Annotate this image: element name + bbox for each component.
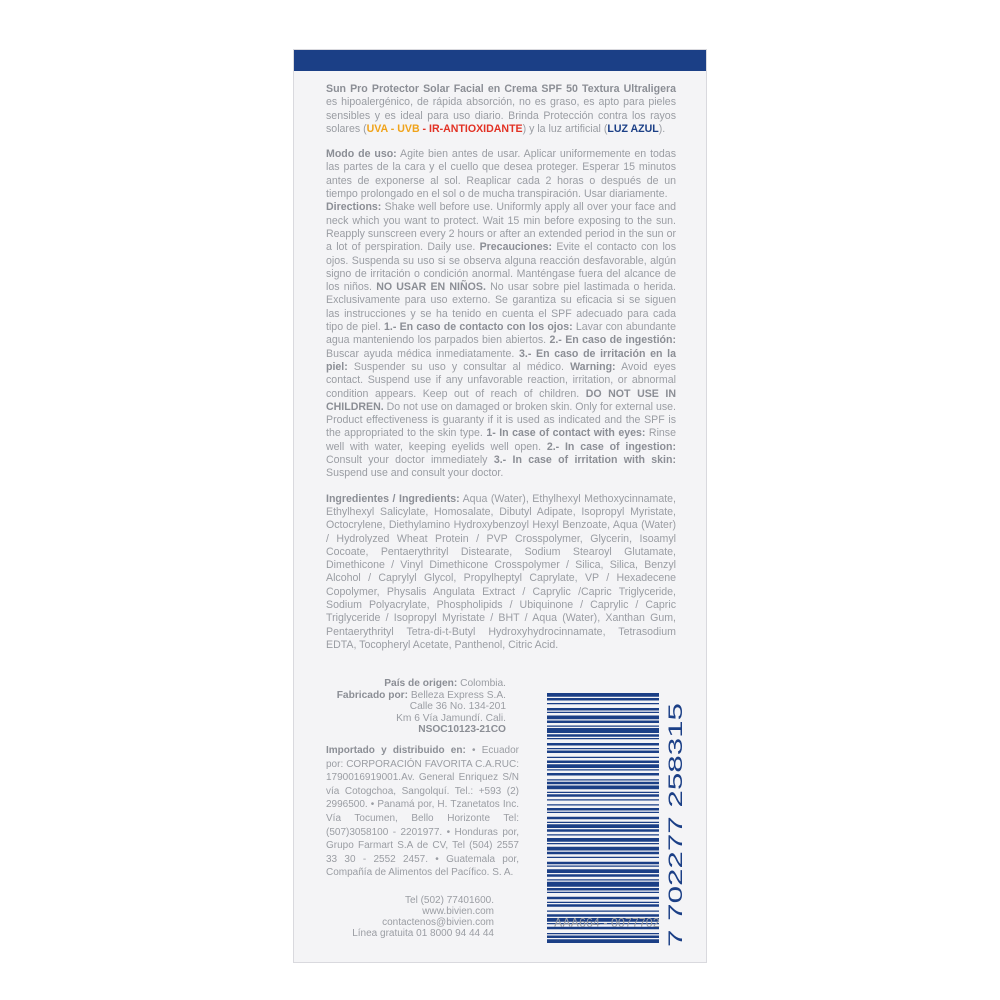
barcode-bar [547, 751, 659, 754]
barcode-bar [547, 779, 659, 780]
phone-number: Tel (502) 77401600. [405, 895, 494, 906]
ingredients-list: Ingredientes / Ingredients: Aqua (Water), Ethylhexyl Methoxycinnamate, Ethylhexyl Salicylate, Homosalate, Dibutyl Adipate, Isopropyl Myristate, Octocrylene, Diethylamino Hydroxybenzoyl Hexyl Benzoate, Aqua (Water) / Hydrolyzed Wheat Protein / PVP Crosspolymer, Glycerin, Isoamyl Cocoate, Pentaerythrityl Distearate, Sodium Stearoyl Glutamate, Dimethicone / Vinyl Dimethicone Crosspolymer / Silica, Silica, Benzyl Alcohol / Caprylyl Glycol, Propylheptyl Caprylate, VP / Hexadecene Copolymer, Physalis Angulata Extract / Caprylic /Capric Triglyceride, Sodium Polyacrylate, Phospholipids / Ubiquinone / Caprylic / Capric Triglyceride / Isopropyl Myristate / BHT / Aqua (Water), Xanthan Gum, Pentaerythrityl Tetra-di-t-Butyl Hydroxyhydrocinnamate, Tetrasodium EDTA, Tocopheryl Acetate, Panthenol, Citric Acid. [326, 492, 676, 651]
barcode-bar [547, 698, 659, 701]
importer-heading: Importado y distribuido en: [326, 745, 466, 756]
barcode-bar [547, 817, 659, 820]
barcode-bar [547, 773, 659, 776]
warning-heading: Warning: [570, 360, 616, 373]
barcode-bar [547, 869, 659, 873]
barcode-bar [547, 812, 659, 813]
no-usar-warning: NO USAR EN NIÑOS. [376, 281, 486, 294]
barcode-bar [547, 808, 659, 811]
barcode-digits: 7 702277 258315 [665, 795, 687, 947]
barcode-bar [547, 897, 659, 900]
barcode-bar [547, 693, 659, 697]
barcode-bar [547, 911, 659, 912]
barcode-bars [547, 693, 659, 943]
ingredients-heading: Ingredientes / Ingredients: [326, 492, 460, 505]
barcode-bar [547, 726, 659, 727]
address-line-2: Km 6 Vía Jamundí. Cali. [396, 712, 506, 724]
label-body [326, 83, 676, 664]
luz-azul-label: LUZ AZUL [607, 122, 659, 135]
barcode-bar [547, 847, 659, 851]
barcode-bar [547, 786, 659, 790]
barcode-bar [547, 728, 659, 733]
barcode-bar [547, 822, 659, 823]
barcode-bar [547, 734, 659, 737]
barcode-bar [547, 708, 659, 711]
product-label-panel [293, 49, 707, 963]
barcode-bar [547, 764, 659, 768]
manufacturer: Fabricado por: Belleza Express S.A. [336, 689, 506, 701]
barcode-bar [547, 748, 659, 749]
barcode-bar [547, 892, 659, 893]
barcode-bar [547, 792, 659, 793]
barcode-bar [547, 738, 659, 739]
barcode-bar [547, 824, 659, 828]
barcode-bar [547, 761, 659, 764]
website: www.bivien.com [422, 906, 494, 917]
modo-de-uso-heading: Modo de uso: [326, 148, 397, 161]
sanitary-registration: NSOC10123-21CO [418, 724, 506, 736]
lot-number: AAA664 - 0077702 [554, 916, 660, 930]
barcode-bar [547, 904, 659, 907]
barcode-bar [547, 936, 659, 939]
directions-heading: Directions: [326, 201, 382, 214]
barcode-bar [547, 782, 659, 785]
uvb-label: UVB [397, 122, 420, 135]
barcode-bar [547, 866, 659, 867]
barcode-bar [547, 716, 659, 720]
product-description: Sun Pro Protector Solar Facial en Crema SPF 50 Textura Ultraligera es hipoalergénico, de rápida absorción, no es graso, es apto para pieles sensibles y es ideal para uso diario. Brinda Protección contra los rayos solares (UVA - UVB - IR-ANTIOXIDANTE) y la luz artificial (LUZ AZUL). [326, 83, 676, 135]
barcode-bar [547, 834, 659, 835]
usage-instructions: Modo de uso: Agite bien antes de usar. Aplicar uniformemente en todas las partes de la cara y el cuello que desea proteger. Esperar 15 minutos antes de exponerse al sol. Reaplicar cada 2 horas o después de un tiempo prolongado en el sol o de mucha transpiración. Usar diariamente. Directions: Shake well before use. Uniformly apply all over your face and neck which you want to protect. Wait 15 min before exposing to the sun. Reapply sunscreen every 2 hours or after an extended period in the sun or a lot of perspiration. Daily use. Precauciones: Evite el contacto con los ojos. Suspenda su uso si se observa alguna reacción desfavorable, algún signo de irritación o condición anormal. Manténgase fuera del alcance de los niños. NO USAR EN NIÑOS. No usar sobre piel lastimada o herida. Exclusivamente para uso externo. Se garantiza su eficacia si se siguen las instrucciones y se ha tenido en cuenta el SPF adecuado para cada tipo de piel. 1.- En caso de contacto con los ojos: Lavar con abundante agua manteniendo los parpados bien abiertos. 2.- En caso de ingestión: Buscar ayuda médica inmediatamente. 3.- En caso de irritación en la piel: Suspender su uso y consultar al médico. Warning: Avoid eyes contact. Suspend use if any unfavorable reaction, irritation, or abnormal condition appears. Keep out of reach of children. DO NOT USE IN CHILDREN. Do not use on damaged or broken skin. Only for external use. Product effectiveness is guaranty if it is used as indicated and the SPF is the appropriated to the skin type. 1- In case of contact with eyes: Rinse well with water, keeping eyelids well open. 2.- In case of ingestion: Consult your doctor immediately 3.- In case of irritation with skin: Suspend use and consult your doctor. [326, 148, 677, 480]
barcode-bar [547, 882, 659, 887]
precauciones-heading: Precauciones: [479, 241, 553, 254]
importer-info: Importado y distribuido en: • Ecuador por: CORPORACIÓN FAVORITA C.A.RUC: 1790016919001.Av. General Enriquez S/N vía Cotogchoa, Sangolquí. Tel.: +593 (2) 2996500. • Panamá por, H. Tzanetatos Inc. Vía Tocumen, Bello Horizonte Tel: (507)3058100 - 2201977. • Honduras por, Grupo Farmart S.A de CV, Tel (504) 2557 33 30 - 2552 2457. • Guatemala por, Compañía de Alimentos del Pacífico. S. A. [326, 745, 519, 879]
barcode-bar [547, 933, 659, 934]
barcode-bar [547, 902, 659, 903]
uva-label: UVA [366, 122, 388, 135]
origin-info [326, 678, 506, 736]
barcode-bar [547, 829, 659, 832]
barcode-bar [547, 939, 659, 943]
barcode-bar [547, 769, 659, 770]
barcode-bar [547, 862, 659, 865]
ir-antioxidante-label: IR-ANTIOXIDANTE [429, 122, 523, 135]
barcode-bar [547, 843, 659, 844]
barcode-bar [547, 874, 659, 877]
barcode-bar [547, 794, 659, 797]
barcode-bar [547, 757, 659, 758]
do-not-use-warning: DO NOT USE IN CHILDREN. [326, 387, 676, 413]
barcode-bar [547, 712, 659, 713]
brand-color-bar [294, 50, 706, 71]
address-line-1: Calle 36 No. 134-201 [409, 701, 506, 713]
barcode-bar [547, 804, 659, 805]
barcode-bar [547, 743, 659, 746]
barcode-bar [547, 721, 659, 724]
product-name: Sun Pro Protector Solar Facial en Crema SPF 50 Textura Ultraligera [326, 83, 676, 95]
contact-info [326, 895, 494, 939]
barcode [547, 691, 687, 949]
barcode-bar [547, 888, 659, 891]
barcode-bar [547, 852, 659, 855]
toll-free-line: Línea gratuita 01 8000 94 44 44 [352, 928, 494, 939]
barcode-bar [547, 799, 659, 800]
barcode-bar [547, 879, 659, 880]
barcode-bar [547, 703, 659, 704]
barcode-bar [547, 838, 659, 842]
barcode-bar [547, 857, 659, 858]
contact-email: contactenos@bivien.com [382, 917, 494, 928]
country-of-origin: País de origen: Colombia. [384, 678, 506, 689]
